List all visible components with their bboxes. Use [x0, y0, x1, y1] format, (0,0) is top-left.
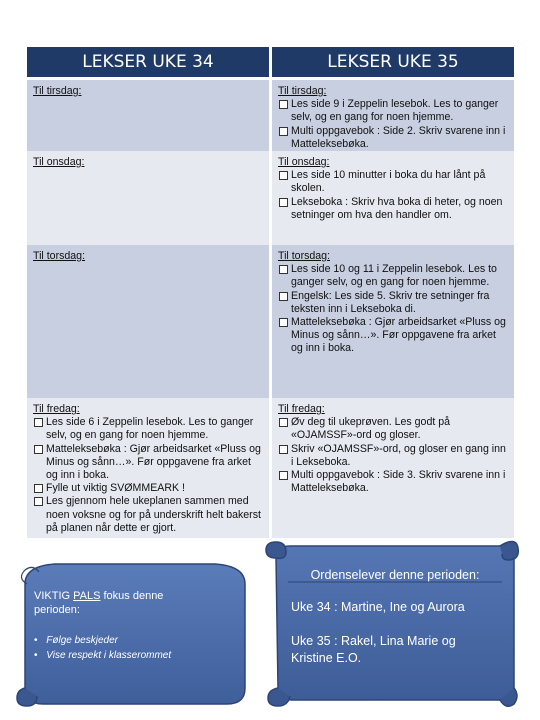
- pals-prefix: VIKTIG: [34, 590, 74, 602]
- list-item: Les side 10 og 11 i Zeppelin lesebok. Les to ganger selv, og en gang for noen hjemme.: [278, 263, 508, 289]
- week34-fredag-cell: [27, 398, 269, 538]
- week35-tirsdag-cell: [272, 80, 514, 151]
- week35-torsdag-list: [278, 263, 508, 355]
- week34-fredag-day: Til fredag:: [33, 403, 80, 415]
- list-item: Les side 9 i Zeppelin lesebok. Les to ganger selv, og en gang for noen hjemme.: [278, 98, 508, 124]
- list-item: • Følge beskjeder: [34, 633, 171, 648]
- week35-torsdag-day: Til torsdag:: [278, 250, 331, 262]
- week35-tirsdag-day: Til tirsdag:: [278, 85, 327, 97]
- pals-list: [34, 633, 171, 663]
- list-item: Fylle ut viktig SVØMMEARK !: [33, 482, 263, 495]
- list-item: Lekseboka : Skriv hva boka di heter, og noen setninger om hva den handler om.: [278, 196, 508, 222]
- week35-onsdag-list: [278, 169, 508, 222]
- list-item: Øv deg til ukeprøven. Les godt på «OJAMSSF»-ord og gloser.: [278, 416, 508, 442]
- week35-fredag-day: Til fredag:: [278, 403, 325, 415]
- list-item: Multi oppgavebok : Side 2. Skriv svarene inn i Matteleksebøka.: [278, 125, 508, 151]
- week35-fredag-cell: [272, 398, 514, 538]
- week35-fredag-list: [278, 416, 508, 495]
- week35-onsdag-cell: [272, 151, 514, 245]
- list-item: Matteleksebøka : Gjør arbeidsarket «Pluss og Minus og sånn…». Før oppgavene fra arket og inn i boka.: [278, 316, 508, 356]
- list-item: Skriv «OJAMSSF»-ord, og gloser en gang inn i Lekseboka.: [278, 443, 508, 469]
- list-item: Multi oppgavebok : Side 3. Skriv svarene inn i Matteleksebøka.: [278, 469, 508, 495]
- list-item: • Vise respekt i klasserommet: [34, 648, 171, 663]
- orden-week34: Uke 34 : Martine, Ine og Aurora: [291, 600, 465, 614]
- week34-torsdag-day: Til torsdag:: [33, 250, 86, 262]
- list-item: Les side 6 i Zeppelin lesebok. Les to ganger selv, og en gang for noen hjemme.: [33, 416, 263, 442]
- scroll-banner-right: [262, 538, 522, 710]
- pals-word: PALS: [73, 590, 101, 602]
- list-item: Les side 10 minutter i boka du har lånt på skolen.: [278, 169, 508, 195]
- pals-suffix: fokus denne perioden:: [34, 590, 164, 616]
- list-item: Engelsk: Les side 5. Skriv tre setninger fra teksten inn i Lekseboka di.: [278, 290, 508, 316]
- week34-tirsdag-day: Til tirsdag:: [33, 85, 82, 97]
- orden-week35-line1: Uke 35 : Rakel, Lina Marie og: [291, 634, 456, 648]
- week35-tirsdag-list: [278, 98, 508, 151]
- header-week-34: LEKSER UKE 34: [27, 47, 269, 77]
- orden-week35-line2: Kristine E.O.: [291, 651, 362, 665]
- header-week-35: LEKSER UKE 35: [272, 47, 514, 77]
- week34-tirsdag-cell: [27, 80, 269, 151]
- week34-onsdag-cell: [27, 151, 269, 245]
- pals-title: [34, 590, 194, 617]
- week35-onsdag-day: Til onsdag:: [278, 156, 330, 168]
- week34-onsdag-day: Til onsdag:: [33, 156, 85, 168]
- week34-torsdag-cell: [27, 245, 269, 398]
- list-item: Matteleksebøka : Gjør arbeidsarket «Pluss og Minus og sånn…». Før oppgavene fra arket og inn i boka.: [33, 443, 263, 483]
- week34-fredag-list: [33, 416, 263, 535]
- list-item: Les gjennom hele ukeplanen sammen med noen voksne og for på underskrift helt bakerst på planen når dette er gjort.: [33, 495, 263, 535]
- week35-torsdag-cell: [272, 245, 514, 398]
- orden-title: Ordenselever denne perioden:: [310, 568, 480, 582]
